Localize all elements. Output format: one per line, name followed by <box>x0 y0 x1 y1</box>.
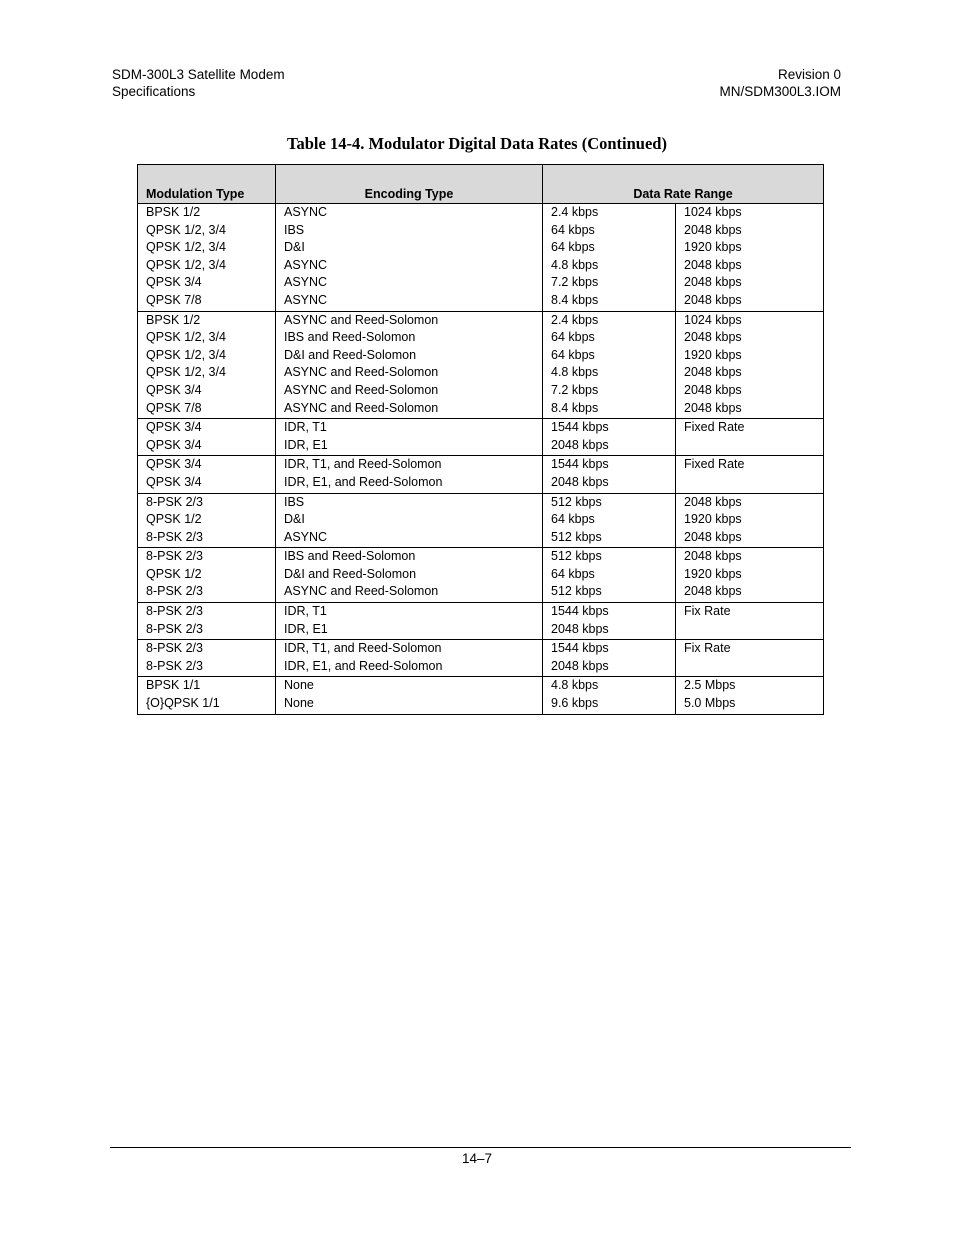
encoding-cell <box>276 456 543 493</box>
rate-max-cell <box>676 677 824 714</box>
table-body <box>138 204 824 715</box>
cell-line: 1544 kbps <box>551 420 609 435</box>
cell-line: 2048 kbps <box>684 275 742 290</box>
cell-line: 8-PSK 2/3 <box>146 584 203 599</box>
data-rates-table <box>137 164 824 715</box>
cell-line: ASYNC and Reed-Solomon <box>284 365 439 380</box>
cell-line: BPSK 1/1 <box>146 678 201 693</box>
cell-line: QPSK 3/4 <box>146 437 202 452</box>
cell-line: 2048 kbps <box>684 222 742 237</box>
cell-line: 2.4 kbps <box>551 312 599 327</box>
modulation-cell <box>138 419 276 456</box>
cell-line: IBS <box>284 494 305 509</box>
table-row <box>138 493 824 548</box>
cell-line: IDR, T1, and Reed-Solomon <box>284 641 442 656</box>
cell-line: 64 kbps <box>551 512 595 527</box>
cell-line: QPSK 1/2, 3/4 <box>146 347 226 362</box>
modulation-cell <box>138 603 276 640</box>
column-header-data-rate: Data Rate Range <box>543 165 824 204</box>
page-header-left <box>112 67 285 100</box>
cell-line: QPSK 1/2 <box>146 512 202 527</box>
rate-min-cell <box>543 456 676 493</box>
cell-line: None <box>284 678 314 693</box>
cell-line: 2.4 kbps <box>551 205 599 219</box>
cell-line: 8.4 kbps <box>551 400 599 415</box>
encoding-cell <box>276 419 543 456</box>
cell-line: ASYNC <box>284 292 328 307</box>
cell-line: ASYNC <box>284 257 328 272</box>
cell-line: 512 kbps <box>551 549 602 564</box>
cell-line: 2048 kbps <box>684 365 742 380</box>
cell-line: 1920 kbps <box>684 566 742 581</box>
cell-line: 2048 kbps <box>551 437 609 452</box>
cell-line: 2048 kbps <box>684 257 742 272</box>
rate-max-cell <box>676 419 824 456</box>
cell-line: 8-PSK 2/3 <box>146 658 203 673</box>
document-number: MN/SDM300L3.IOM <box>719 83 841 99</box>
cell-line: QPSK 1/2, 3/4 <box>146 222 226 237</box>
cell-line: 1544 kbps <box>551 457 609 472</box>
page-header-right <box>719 67 841 100</box>
table-row <box>138 204 824 312</box>
modulation-cell <box>138 204 276 312</box>
cell-line: IDR, E1 <box>284 621 328 636</box>
cell-line: 2048 kbps <box>551 474 609 489</box>
cell-line: 512 kbps <box>551 529 602 544</box>
cell-line: 9.6 kbps <box>551 696 599 711</box>
cell-line: 4.8 kbps <box>551 365 599 380</box>
cell-line: 7.2 kbps <box>551 382 599 397</box>
cell-line: IDR, T1 <box>284 420 327 435</box>
rate-min-cell <box>543 548 676 603</box>
table-row <box>138 603 824 640</box>
cell-line: 2048 kbps <box>684 584 742 599</box>
cell-line: 512 kbps <box>551 584 602 599</box>
table-row <box>138 311 824 419</box>
modulation-cell <box>138 311 276 419</box>
cell-line: Fix Rate <box>684 641 731 656</box>
rate-max-cell <box>676 548 824 603</box>
cell-line: IDR, E1, and Reed-Solomon <box>284 658 443 673</box>
encoding-cell <box>276 603 543 640</box>
modulation-cell <box>138 548 276 603</box>
cell-line: 64 kbps <box>551 240 595 255</box>
cell-line: QPSK 1/2, 3/4 <box>146 330 226 345</box>
cell-line: QPSK 3/4 <box>146 420 202 435</box>
cell-line: 8.4 kbps <box>551 292 599 307</box>
cell-line: 2048 kbps <box>684 400 742 415</box>
footer-divider <box>110 1147 851 1148</box>
encoding-cell <box>276 548 543 603</box>
cell-line: Fixed Rate <box>684 420 745 435</box>
cell-line: 8-PSK 2/3 <box>146 641 203 656</box>
table-row <box>138 456 824 493</box>
cell-line: IDR, E1, and Reed-Solomon <box>284 474 443 489</box>
cell-line: ASYNC <box>284 275 328 290</box>
cell-line: 2048 kbps <box>684 330 742 345</box>
rate-min-cell <box>543 603 676 640</box>
modulation-cell <box>138 677 276 714</box>
cell-line: 1920 kbps <box>684 512 742 527</box>
rate-min-cell <box>543 640 676 677</box>
cell-line: 7.2 kbps <box>551 275 599 290</box>
rate-max-cell <box>676 603 824 640</box>
cell-line: 8-PSK 2/3 <box>146 621 203 636</box>
column-header-modulation: Modulation Type <box>138 165 276 204</box>
rate-max-cell <box>676 456 824 493</box>
cell-line: D&I <box>284 512 305 527</box>
cell-line: 8-PSK 2/3 <box>146 549 203 564</box>
document-title: SDM-300L3 Satellite Modem <box>112 67 285 82</box>
cell-line: 64 kbps <box>551 222 595 237</box>
cell-line: D&I <box>284 240 305 255</box>
cell-line: 2048 kbps <box>551 658 609 673</box>
cell-line: IDR, E1 <box>284 437 328 452</box>
modulation-cell <box>138 456 276 493</box>
column-header-encoding: Encoding Type <box>276 165 543 204</box>
cell-line: ASYNC and Reed-Solomon <box>284 584 439 599</box>
cell-line: 64 kbps <box>551 347 595 362</box>
rate-max-cell <box>676 640 824 677</box>
cell-line: QPSK 1/2, 3/4 <box>146 240 226 255</box>
rate-max-cell <box>676 311 824 419</box>
cell-line: 1544 kbps <box>551 641 609 656</box>
page-number: 14–7 <box>461 1151 493 1166</box>
cell-line: 512 kbps <box>551 494 602 509</box>
rate-min-cell <box>543 419 676 456</box>
cell-line: 2048 kbps <box>551 621 609 636</box>
cell-line: IDR, T1 <box>284 604 327 619</box>
cell-line: 8-PSK 2/3 <box>146 529 203 544</box>
rate-min-cell <box>543 311 676 419</box>
cell-line: 2048 kbps <box>684 494 742 509</box>
modulation-cell <box>138 493 276 548</box>
encoding-cell <box>276 640 543 677</box>
modulation-cell <box>138 640 276 677</box>
cell-line: D&I and Reed-Solomon <box>284 347 417 362</box>
rate-max-cell <box>676 493 824 548</box>
cell-line: 8-PSK 2/3 <box>146 604 203 619</box>
cell-line: 2048 kbps <box>684 292 742 307</box>
cell-line: QPSK 3/4 <box>146 457 202 472</box>
cell-line: QPSK 3/4 <box>146 382 202 397</box>
cell-line: QPSK 1/2, 3/4 <box>146 365 226 380</box>
cell-line: 1024 kbps <box>684 312 742 327</box>
cell-line: QPSK 1/2, 3/4 <box>146 257 226 272</box>
cell-line: 2048 kbps <box>684 549 742 564</box>
cell-line: Fix Rate <box>684 604 731 619</box>
cell-line: QPSK 1/2 <box>146 566 202 581</box>
table-row <box>138 677 824 714</box>
cell-line: IBS and Reed-Solomon <box>284 549 416 564</box>
cell-line: {O}QPSK 1/1 <box>146 696 220 711</box>
cell-line: IBS <box>284 222 305 237</box>
cell-line: QPSK 3/4 <box>146 474 202 489</box>
cell-line: 4.8 kbps <box>551 678 599 693</box>
cell-line: Fixed Rate <box>684 457 745 472</box>
cell-line: ASYNC <box>284 529 328 544</box>
cell-line: 2048 kbps <box>684 529 742 544</box>
encoding-cell <box>276 493 543 548</box>
table-row <box>138 548 824 603</box>
section-name: Specifications <box>112 83 196 99</box>
encoding-cell <box>276 204 543 312</box>
cell-line: 2048 kbps <box>684 382 742 397</box>
rate-min-cell <box>543 204 676 312</box>
cell-line: BPSK 1/2 <box>146 312 201 327</box>
cell-line: 8-PSK 2/3 <box>146 494 203 509</box>
table-row <box>138 640 824 677</box>
cell-line: ASYNC and Reed-Solomon <box>284 312 439 327</box>
table-caption: Table 14-4. Modulator Digital Data Rates (Continued) <box>287 134 667 153</box>
cell-line: 4.8 kbps <box>551 257 599 272</box>
cell-line: 64 kbps <box>551 330 595 345</box>
cell-line: ASYNC and Reed-Solomon <box>284 400 439 415</box>
cell-line: 2.5 Mbps <box>684 678 736 693</box>
revision-label: Revision 0 <box>777 67 841 82</box>
cell-line: IDR, T1, and Reed-Solomon <box>284 457 442 472</box>
cell-line: QPSK 7/8 <box>146 292 202 307</box>
cell-line: 64 kbps <box>551 566 595 581</box>
encoding-cell <box>276 311 543 419</box>
rate-min-cell <box>543 493 676 548</box>
encoding-cell <box>276 677 543 714</box>
cell-line: D&I and Reed-Solomon <box>284 566 417 581</box>
table-row <box>138 419 824 456</box>
rate-min-cell <box>543 677 676 714</box>
cell-line: QPSK 7/8 <box>146 400 202 415</box>
cell-line: 1544 kbps <box>551 604 609 619</box>
cell-line: 1920 kbps <box>684 347 742 362</box>
cell-line: 1024 kbps <box>684 205 742 219</box>
cell-line: QPSK 3/4 <box>146 275 202 290</box>
cell-line: BPSK 1/2 <box>146 205 201 219</box>
cell-line: IBS and Reed-Solomon <box>284 330 416 345</box>
table-header-row <box>138 165 824 204</box>
cell-line: ASYNC and Reed-Solomon <box>284 382 439 397</box>
cell-line: ASYNC <box>284 205 328 219</box>
rate-max-cell <box>676 204 824 312</box>
cell-line: 5.0 Mbps <box>684 696 736 711</box>
cell-line: None <box>284 696 314 711</box>
cell-line: 1920 kbps <box>684 240 742 255</box>
